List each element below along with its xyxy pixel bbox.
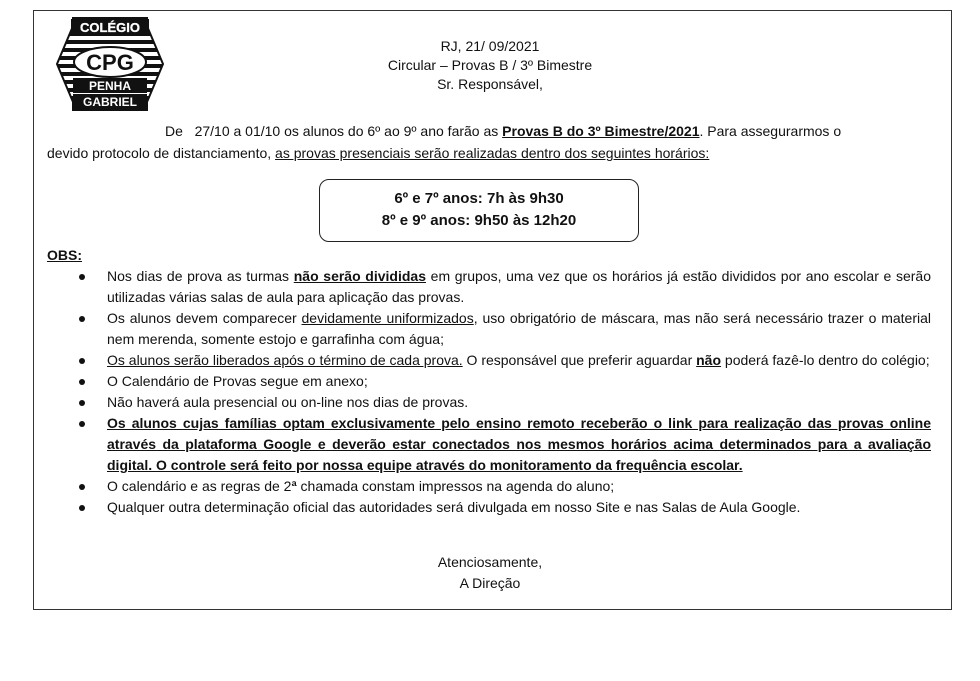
bullet-icon — [79, 505, 85, 511]
bullet-icon — [79, 400, 85, 406]
logo-text-colegio: COLÉGIO — [80, 20, 140, 35]
item-text: poderá fazê-lo dentro do colégio; — [721, 352, 930, 368]
item-text: em grupos, uma vez que os horários já estão divididos por ano escolar e serão utilizadas várias salas de aula para aplicação das provas. — [107, 268, 931, 305]
item-emphasis: não serão divididas — [293, 268, 426, 284]
intro-line-1 — [47, 121, 927, 142]
bullet-icon — [79, 421, 85, 427]
bullet-icon — [79, 274, 85, 280]
schedule-line-2: 8º e 9º anos: 9h50 às 12h20 — [381, 212, 577, 229]
obs-list — [75, 266, 931, 518]
intro-from: De — [165, 123, 183, 139]
closing-regards: Atenciosamente, — [437, 554, 543, 570]
item-text: O calendário e as regras de 2 — [107, 478, 292, 494]
item-emphasis: não — [696, 352, 722, 368]
list-item — [75, 497, 931, 518]
intro-text-end: . Para assegurarmos o — [699, 123, 842, 139]
bullet-icon — [79, 358, 85, 364]
schedule-box — [319, 179, 639, 242]
intro-schedule-note: as provas presenciais serão realizadas dentro dos seguintes horários: — [275, 145, 710, 161]
item-text: Os alunos devem comparecer — [107, 310, 302, 326]
item-text: Qualquer outra determinação oficial das autoridades será divulgada em nosso Site e nas Salas de Aula Google. — [107, 499, 801, 515]
list-item — [75, 476, 931, 497]
logo-text-gabriel: GABRIEL — [83, 95, 137, 109]
intro-line-2 — [47, 143, 927, 164]
intro-exam-name: Provas B do 3º Bimestre/2021 — [502, 123, 700, 139]
list-item — [75, 413, 931, 476]
item-text: Não haverá aula presencial ou on-line nos dias de provas. — [107, 394, 469, 410]
item-text: Nos dias de prova as turmas — [107, 268, 294, 284]
logo-text-cpg: CPG — [86, 50, 134, 75]
item-text: O responsável que preferir aguardar — [462, 352, 697, 368]
letter-date: RJ, 21/ 09/2021 — [440, 38, 540, 54]
intro-protocol: devido protocolo de distanciamento, — [47, 145, 276, 161]
letter-subject: Circular – Provas B / 3º Bimestre — [387, 57, 593, 73]
bullet-icon — [79, 484, 85, 490]
item-text: O Calendário de Provas segue em anexo; — [107, 373, 368, 389]
obs-heading: OBS: — [47, 247, 82, 263]
logo-text-penha: PENHA — [88, 79, 132, 93]
item-text: chamada constam impressos na agenda do aluno; — [296, 478, 615, 494]
schedule-line-1: 6º e 7º anos: 7h às 9h30 — [394, 190, 564, 207]
item-emphasis: devidamente uniformizados — [301, 310, 474, 326]
list-item — [75, 350, 931, 371]
bullet-icon — [79, 379, 85, 385]
item-emphasis: Os alunos cujas famílias optam exclusivamente pelo ensino remoto receberão o link para realização das provas online através da plataforma Google e deverão estar conectados nos mesmos horários acima determinados para a avaliação digital. O controle será feito por nossa equipe através do monitoramento da frequência escolar. — [107, 415, 931, 473]
item-emphasis: ª — [291, 478, 297, 494]
closing-signature: A Direção — [459, 575, 521, 591]
list-item — [75, 371, 931, 392]
letter-salutation: Sr. Responsável, — [437, 76, 543, 92]
intro-text: os alunos do 6º ao 9º ano farão as — [280, 123, 503, 139]
bullet-icon — [79, 316, 85, 322]
list-item — [75, 308, 931, 350]
intro-dates: 27/10 a 01/10 — [194, 123, 281, 139]
list-item — [75, 392, 931, 413]
item-emphasis: Os alunos serão liberados após o término de cada prova. — [107, 352, 463, 368]
item-text: , uso obrigatório de máscara, mas não será necessário trazer o material nem merenda, somente estojo e garrafinha com água; — [107, 310, 932, 347]
list-item — [75, 266, 931, 308]
school-logo — [55, 16, 165, 112]
